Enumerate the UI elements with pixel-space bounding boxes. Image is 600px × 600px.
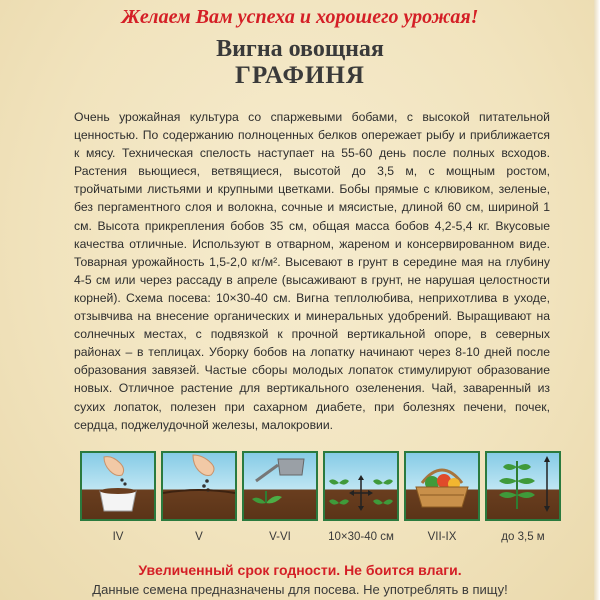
product-title: Вигна овощная (216, 36, 384, 62)
harvest-basket-icon (404, 451, 480, 521)
plant-height-icon (485, 451, 561, 521)
shelf-life-notice: Увеличенный срок годности. Не боится влаги. (138, 562, 462, 578)
slogan: Желаем Вам успеха и хорошего урожая! (121, 6, 479, 28)
hand-sowing-ground-icon (161, 451, 237, 521)
step-caption: V-VI (269, 531, 291, 543)
step-sowing-ground (161, 451, 237, 551)
step-caption: 10×30-40 см (328, 531, 394, 543)
hand-sowing-pot-icon (80, 451, 156, 521)
watering-seedling-icon (242, 451, 318, 521)
growing-steps (80, 451, 560, 551)
description-text: Очень урожайная культура со спаржевыми бобами, с высокой питательной ценностью. По содержанию полноценных белков опережает рыбу и приближается к мясу. Техническая спелость наступает на 55-60 день после полных всходов. Растения вьющиеся, ветвящиеся, высотой до 3,5 м, с мощным ростом, тройчатыми листьями и крупными цветками. Бобы прямые с клювиком, зеленые, без пергаментного слоя и волокна, сочные и мясистые, длиной 60 см, шириной 1 см. Высота прикрепления бобов 35 см, общая масса бобов 4,2-5,4 кг. Вкусовые качества отличные. Используют в отварном, жареном и консервированном виде. Товарная урожайность 1,5-2,0 кг/м². Высевают в грунт в середине мая на глубину 4-5 см или через рассаду в апреле (высаживают в грунт, не нарушая целостности корней). Схема посева: 10×30-40 см. Вигна теплолюбива, неприхотлива в уходе, отзывчива на внесение органических и минеральных удобрений. Выращивают на солнечных местах, с подвязкой к прочной вертикальной опоре, в северных районах – в теплицах. Уборку бобов на лопатку начинают через 8-10 дней после образования завязей. Частые сборы молодых лопаток стимулируют образование новых. Отличное растение для вертикального озеленения. Чай, заваренный из сухих лопаток, полезен при сахарном диабете, при болезнях печени, почек, сердца, поджелудочной железы, малокровии. (74, 110, 550, 432)
step-caption: VII-IX (427, 531, 457, 543)
variety-name: ГРАФИНЯ (235, 62, 365, 89)
planting-scheme-icon (323, 451, 399, 521)
packet-edge (594, 0, 600, 600)
step-sowing-pot (80, 451, 156, 551)
step-watering (242, 451, 318, 551)
step-height (485, 451, 561, 551)
step-caption: V (195, 531, 203, 543)
step-caption: IV (112, 531, 124, 543)
not-for-food-warning: Данные семена предназначены для посева. Не употреблять в пищу! (92, 582, 508, 597)
step-scheme (323, 451, 399, 551)
step-harvest (404, 451, 480, 551)
step-caption: до 3,5 м (501, 531, 545, 543)
